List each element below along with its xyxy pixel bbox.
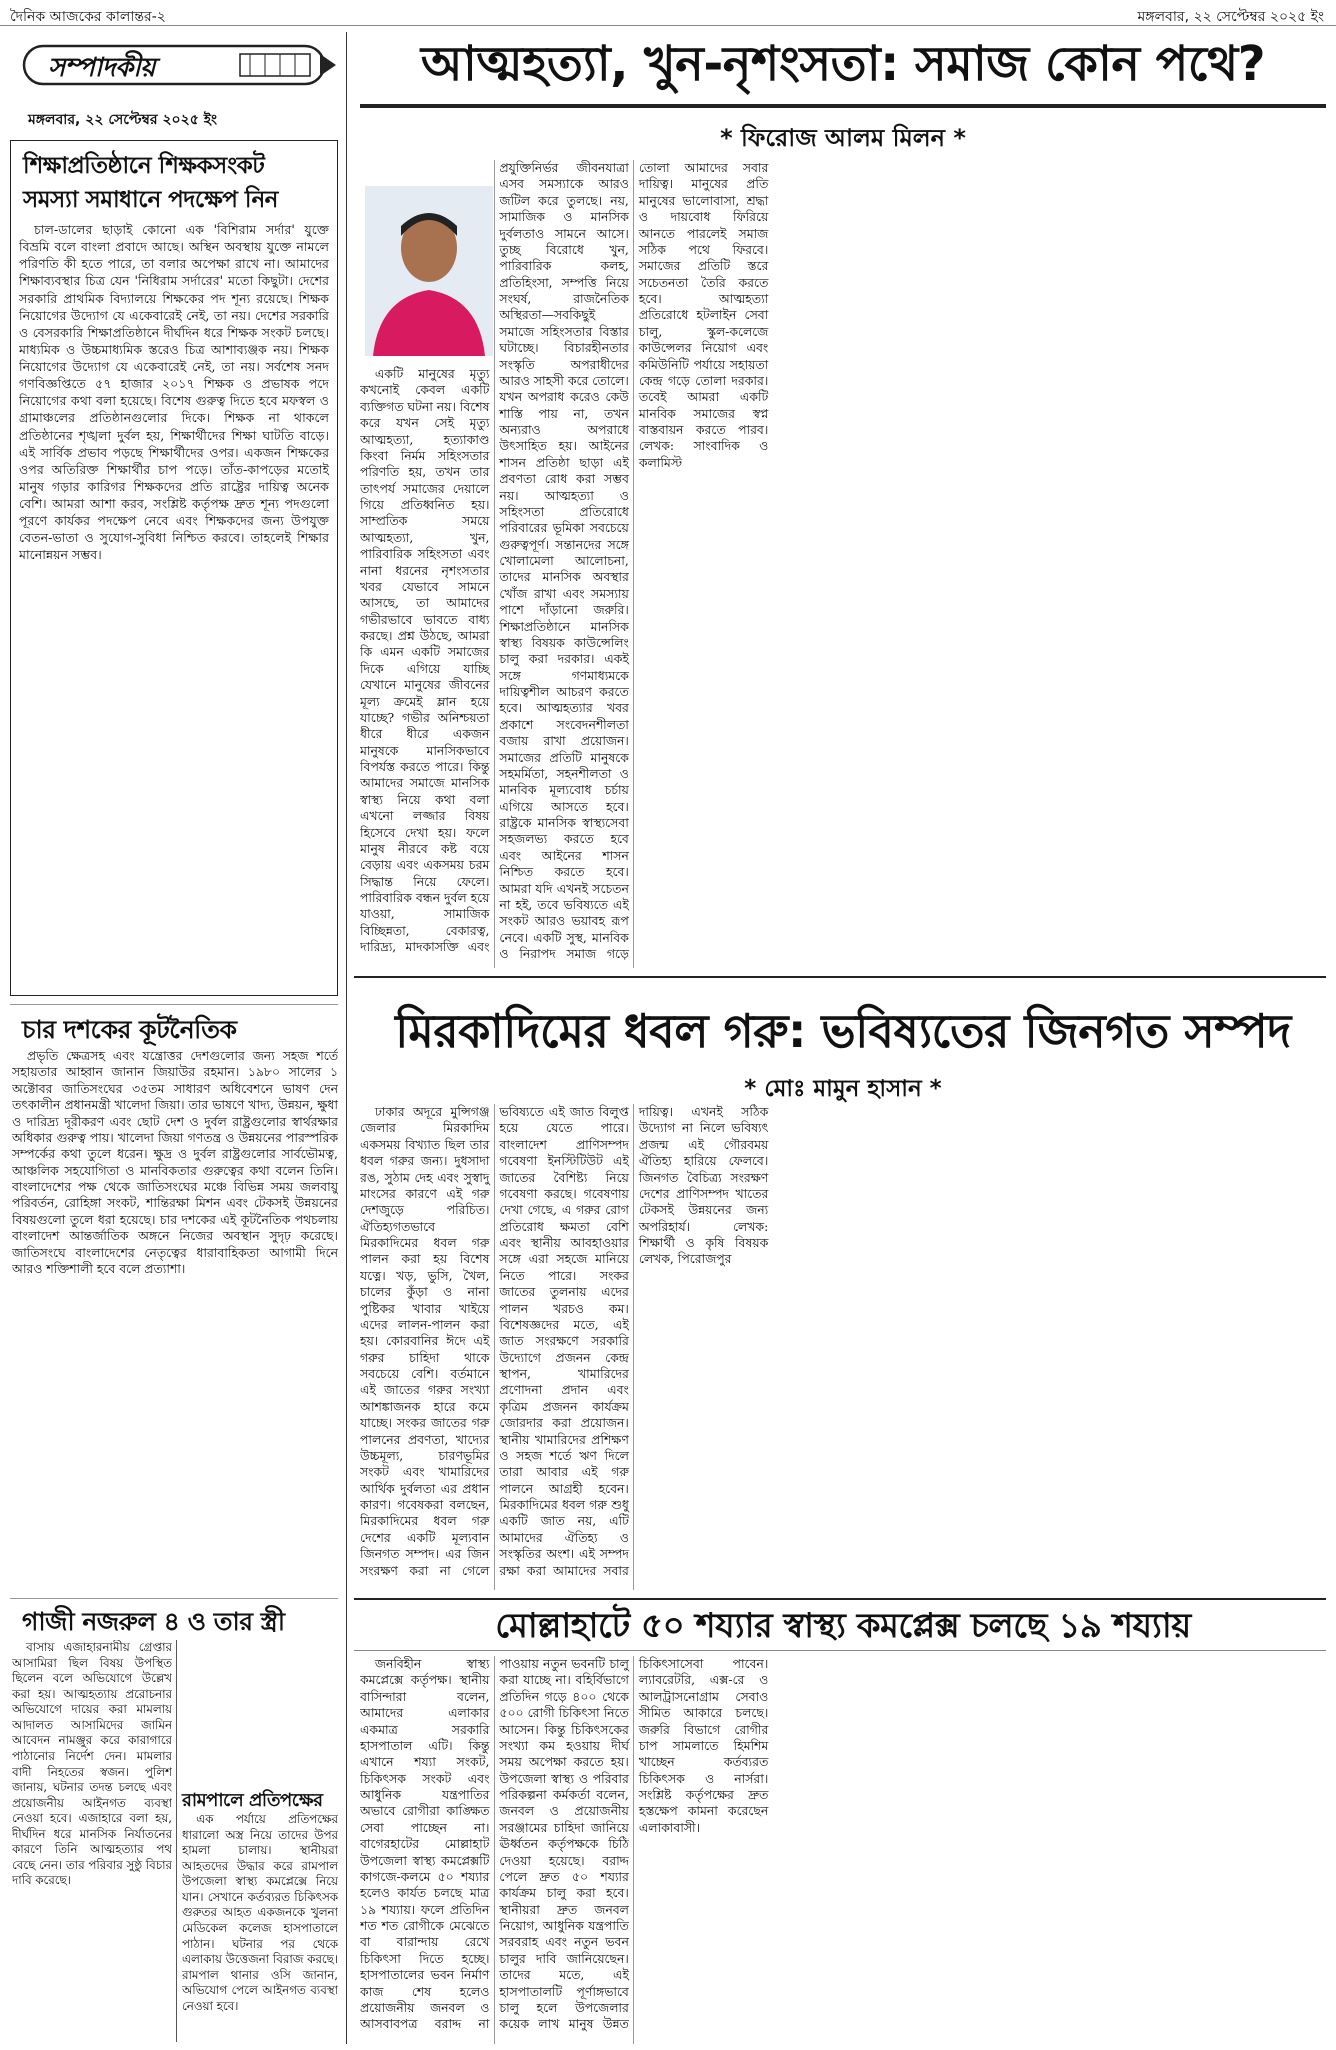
diplomacy-body	[12, 1048, 338, 1592]
article2-title: মিরকাদিমের ধবল গরু: ভবিষ্যতের জিনগত সম্পদ	[395, 1004, 1291, 1058]
gazi-text: বাসায় এজাহারনামীয় গ্রেপ্তার আসামিরা ছিল বিষয় উপস্থিত ছিলেন বলে অভিযোগে উল্লেখ করা হয়। আত্মহত্যায় প্ররোচনার অভিযোগে দায়ের করা মামলায় আদালত আসামিদের জামিন আবেদন নামঞ্জুর করে কারাগারে পাঠানোর নির্দেশ দেন। মামলার বাদী নিহতের স্বজন। পুলিশ জানায়, ঘটনার তদন্ত চলছে এবং প্রয়োজনীয় আইনগত ব্যবস্থা নেওয়া হবে। এজাহারে বলা হয়, দীর্ঘদিন ধরে মানসিক নির্যাতনের কারণে তিনি আত্মহত্যার পথ বেছে নেন। তার পরিবার সুষ্ঠু বিচার দাবি করেছে।	[12, 1640, 172, 1888]
rampal-text: এক পর্যায়ে প্রতিপক্ষের ধারালো অস্ত্র নিয়ে তাদের উপর হামলা চালায়। স্থানীয়রা আহতদের উদ্ধার করে রামপাল উপজেলা স্বাস্থ্য কমপ্লেক্সে নিয়ে যান। সেখানে কর্তব্যরত চিকিৎসক গুরুতর আহত একজনকে খুলনা মেডিকেল কলেজ হাসপাতালে পাঠান। ঘটনার পর থেকে এলাকায় উত্তেজনা বিরাজ করছে। রামপাল থানার ওসি জানান, অভিযোগ পেলে আইনগত ব্যবস্থা নেওয়া হবে।	[182, 1812, 338, 2013]
editorial-title-1: শিক্ষাপ্রতিষ্ঠানে শিক্ষকসংকট	[23, 153, 265, 179]
editorial-logo	[20, 32, 338, 98]
article3-body	[360, 1656, 1326, 2044]
diplomacy-text: প্রভৃতি ক্ষেত্রসহ এবং যন্ত্রোত্তর দেশগুলোর জন্য সহজ শর্তে সহায়তার আহ্বান জানান জিয়াউর রহমান। ১৯৮০ সালের ১ অক্টোবর জাতিসংঘের ৩৫তম সাধারণ অধিবেশনে ভাষণ দেন তৎকালীন প্রধানমন্ত্রী খালেদা জিয়া। তার ভাষণে খাদ্য, উন্নয়ন, ক্ষুধা ও দারিদ্র্য দূরীকরণ এবং ছোট দেশ ও দুর্বল রাষ্ট্রগুলোর স্বার্থরক্ষার অধিকার গুরুত্ব পায়। খালেদা জিয়া গণতন্ত্র ও উন্নয়নের পারস্পরিক সম্পর্কের কথা তুলে ধরেন। ক্ষুদ্র ও দুর্বল রাষ্ট্রগুলোর সার্বভৌমত্ব, আঞ্চলিক সহযোগিতা ও মানবিকতার গুরুত্বের কথা বলেন তিনি। বাংলাদেশের পক্ষ থেকে জাতিসংঘের মঞ্চে বিভিন্ন সময় জলবায়ু পরিবর্তন, রোহিঙ্গা সংকট, শান্তিরক্ষা মিশন এবং টেকসই উন্নয়নের বিষয়গুলো তুলে ধরা হয়েছে। চার দশকের এই কূটনৈতিক পথচলায় বাংলাদেশ আন্তর্জাতিক অঙ্গনে নিজের অবস্থান সুদৃঢ় করেছে। জাতিসংঘে বাংলাদেশের নেতৃত্বের ধারাবাহিকতা আগামী দিনে আরও শক্তিশালী হবে বলে প্রত্যাশা।	[12, 1048, 338, 1276]
newspaper-name: দৈনিক আজকের কালান্তর-২	[10, 9, 166, 25]
editorial-body	[19, 221, 329, 989]
masthead-date: মঙ্গলবার, ২২ সেপ্টেম্বর ২০২৫ ইং	[28, 112, 218, 128]
article3-title: মোল্লাহাটে ৫০ শয্যার স্বাস্থ্য কমপ্লেক্স চলছে ১৯ শয্যায়	[495, 1606, 1191, 1646]
article2-text: ঢাকার অদূরে মুন্সিগঞ্জ জেলার মিরকাদিম একসময় বিখ্যাত ছিল তার ধবল গরুর জন্য। দুধসাদা রঙ, সুঠাম দেহ এবং সুস্বাদু মাংসের কারণে এই গরু দেশজুড়ে পরিচিত। ঐতিহ্যগতভাবে মিরকাদিমের ধবল গরু পালন করা হয় বিশেষ যত্নে। খড়, ভুসি, খৈল, চালের কুঁড়া ও নানা পুষ্টিকর খাবার খাইয়ে এদের লালন-পালন করা হয়। কোরবানির ঈদে এই গরুর চাহিদা থাকে সবচেয়ে বেশি। বর্তমানে এই জাতের গরুর সংখ্যা আশঙ্কাজনক হারে কমে যাচ্ছে। সংকর জাতের গরু পালনের প্রবণতা, খাদ্যের উচ্চমূল্য, চারণভূমির সংকট এবং খামারিদের আর্থিক দুর্বলতা এর প্রধান কারণ। গবেষকরা বলছেন, মিরকাদিমের ধবল গরু দেশের একটি মূল্যবান জিনগত সম্পদ। এর জিন সংরক্ষণ করা না গেলে ভবিষ্যতে এই জাত বিলুপ্ত হয়ে যেতে পারে। বাংলাদেশ প্রাণিসম্পদ গবেষণা ইনস্টিটিউট এই জাতের বৈশিষ্ট্য নিয়ে গবেষণা করছে। গবেষণায় দেখা গেছে, এ গরুর রোগ প্রতিরোধ ক্ষমতা বেশি এবং স্থানীয় আবহাওয়ার সঙ্গে এরা সহজে মানিয়ে নিতে পারে। সংকর জাতের তুলনায় এদের পালন খরচও কম। বিশেষজ্ঞদের মতে, এই জাত সংরক্ষণে সরকারি উদ্যোগে প্রজনন কেন্দ্র স্থাপন, খামারিদের প্রণোদনা প্রদান এবং কৃত্রিম প্রজনন কার্যক্রম জোরদার করা প্রয়োজন। স্থানীয় খামারিদের প্রশিক্ষণ ও সহজ শর্তে ঋণ দিলে তারা আবার এই গরু পালনে আগ্রহী হবেন। মিরকাদিমের ধবল গরু শুধু একটি জাত নয়, এটি আমাদের ঐতিহ্য ও সংস্কৃতির অংশ। এই সম্পদ রক্ষা করা আমাদের সবার দায়িত্ব। এখনই সঠিক উদ্যোগ না নিলে ভবিষ্যৎ প্রজন্ম এই গৌরবময় ঐতিহ্য হারিয়ে ফেলবে। জিনগত বৈচিত্র্য সংরক্ষণ দেশের প্রাণিসম্পদ খাতের টেকসই উন্নয়নের জন্য অপরিহার্য। লেখক: শিক্ষার্থী ও কৃষি বিষয়ক লেখক, পিরোজপুর	[360, 1104, 769, 1578]
page-header	[0, 0, 1336, 26]
article1-body	[360, 160, 1326, 968]
article1-text: একটি মানুষের মৃত্যু কখনোই কেবল একটি ব্যক্তিগত ঘটনা নয়। বিশেষ করে যখন সেই মৃত্যু আত্মহত্যা, হত্যাকাণ্ড কিংবা নির্মম সহিংসতার পরিণতি হয়, তখন তার তাৎপর্য সমাজের দেয়ালে গিয়ে প্রতিধ্বনিত হয়। সাম্প্রতিক সময়ে আত্মহত্যা, খুন, পারিবারিক সহিংসতা এবং নানা ধরনের নৃশংসতার খবর যেভাবে সামনে আসছে, তা আমাদের গভীরভাবে ভাবতে বাধ্য করছে। প্রশ্ন উঠছে, আমরা কি এমন একটি সমাজের দিকে এগিয়ে যাচ্ছি যেখানে মানুষের জীবনের মূল্য ক্রমেই ম্লান হয়ে যাচ্ছে? গভীর অনিশ্চয়তা ধীরে ধীরে একজন মানুষকে মানসিকভাবে বিপর্যস্ত করতে পারে। কিন্তু আমাদের সমাজে মানসিক স্বাস্থ্য নিয়ে কথা বলা এখনো লজ্জার বিষয় হিসেবে দেখা হয়। ফলে মানুষ নীরবে কষ্ট বয়ে বেড়ায় এবং একসময় চরম সিদ্ধান্ত নিয়ে ফেলে। পারিবারিক বন্ধন দুর্বল হয়ে যাওয়া, সামাজিক বিচ্ছিন্নতা, বেকারত্ব, দারিদ্র্য, মাদকাসক্তি এবং প্রযুক্তিনির্ভর জীবনযাত্রা এসব সমস্যাকে আরও জটিল করে তুলছে। নয়, সামাজিক ও মানসিক দুর্বলতাও সামনে আসে। তুচ্ছ বিরোধে খুন, পারিবারিক কলহ, প্রতিহিংসা, সম্পত্তি নিয়ে সংঘর্ষ, রাজনৈতিক অস্থিরতা—সবকিছুই সমাজে সহিংসতার বিস্তার ঘটাচ্ছে। বিচারহীনতার সংস্কৃতি অপরাধীদের আরও সাহসী করে তোলে। যখন অপরাধ করেও কেউ শাস্তি পায় না, তখন অন্যরাও অপরাধে উৎসাহিত হয়। আইনের শাসন প্রতিষ্ঠা ছাড়া এই প্রবণতা রোধ করা সম্ভব নয়। আত্মহত্যা ও সহিংসতা প্রতিরোধে পরিবারের ভূমিকা সবচেয়ে গুরুত্বপূর্ণ। সন্তানদের সঙ্গে খোলামেলা আলোচনা, তাদের মানসিক অবস্থার খোঁজ রাখা এবং সমস্যায় পাশে দাঁড়ানো জরুরি। শিক্ষাপ্রতিষ্ঠানে মানসিক স্বাস্থ্য বিষয়ক কাউন্সেলিং চালু করা দরকার। একই সঙ্গে গণমাধ্যমকে দায়িত্বশীল আচরণ করতে হবে। আত্মহত্যার খবর প্রকাশে সংবেদনশীলতা বজায় রাখা প্রয়োজন। সমাজের প্রতিটি মানুষকে সহমর্মিতা, সহনশীলতা ও মানবিক মূল্যবোধ চর্চায় এগিয়ে আসতে হবে। রাষ্ট্রকে মানসিক স্বাস্থ্যসেবা সহজলভ্য করতে হবে এবং আইনের শাসন নিশ্চিত করতে হবে। আমরা যদি এখনই সচেতন না হই, তবে ভবিষ্যতে এই সংকট আরও ভয়াবহ রূপ নেবে। একটি সুস্থ, মানবিক ও নিরাপদ সমাজ গড়ে তোলা আমাদের সবার দায়িত্ব। মানুষের প্রতি মানুষের ভালোবাসা, শ্রদ্ধা ও দায়বোধ ফিরিয়ে আনতে পারলেই সমাজ সঠিক পথে ফিরবে। সমাজের প্রতিটি স্তরে সচেতনতা তৈরি করতে হবে। আত্মহত্যা প্রতিরোধে হটলাইন সেবা চালু, স্কুল-কলেজে কাউন্সেলর নিয়োগ এবং কমিউনিটি পর্যায়ে সহায়তা কেন্দ্র গড়ে তোলা দরকার। তবেই আমরা একটি মানবিক সমাজের স্বপ্ন বাস্তবায়ন করতে পারব। লেখক: সাংবাদিক ও কলামিস্ট	[360, 160, 769, 961]
article1-author: * ফিরোজ আলম মিলন *	[720, 124, 966, 152]
editorial-box	[10, 140, 338, 996]
logo-text: সম্পাদকীয়	[48, 53, 155, 83]
gazi-title: গাজী নজরুল ৪ ও তার স্ত্রী	[22, 1607, 285, 1636]
article1-title: আত্মহত্যা, খুন-নৃশংসতা: সমাজ কোন পথে?	[420, 36, 1266, 92]
diplomacy-title: চার দশকের কূটনৈতিক	[22, 1015, 237, 1044]
rampal-title: রামপালে প্রতিপক্ষের	[182, 1790, 323, 1811]
editorial-title-2: সমস্যা সমাধানে পদক্ষেপ নিন	[23, 187, 278, 213]
rampal-body	[182, 1812, 338, 2042]
header-date: মঙ্গলবার, ২২ সেপ্টেম্বর ২০২৫ ইং	[1137, 9, 1324, 25]
editorial-text: চাল-ডালের ছাড়াই কোনো এক 'বিশিরাম সর্দার' যুক্তে বিভ্রমি বলে বাংলা প্রবাদে আছে। অস্থিন অবস্থায় যুক্তে নামলে পরিণতি কী হতে পারে, তা বলার অপেক্ষা রাখে না। আমাদের শিক্ষাব্যবস্থার চিত্র যেন 'নিধিরাম সর্দারের' মতো কিছুটা। দেশের সরকারি প্রাথমিক বিদ্যালয়ে শিক্ষকের পদ শূন্য রয়েছে। শিক্ষক নিয়োগের উদ্যোগ যে একেবারেই নেই, তা নয়। দেশের সরকারি ও বেসরকারি শিক্ষাপ্রতিষ্ঠানে দীর্ঘদিন ধরে শিক্ষক সংকট চলছে। মাধ্যমিক ও উচ্চমাধ্যমিক স্তরেও চিত্র আশাব্যঞ্জক নয়। শিক্ষক নিয়োগের উদ্যোগ যে একেবারেই নেই, তা নয়। সর্বশেষ সনদ গণবিজ্ঞপ্তিতে ৫৭ হাজার ২০১৭ শিক্ষক ও প্রভাষক পদে নিয়োগের কথা বলা হয়েছে। বিশেষ গুরুত্ব দিতে হবে মফস্বল ও গ্রামাঞ্চলের প্রতিষ্ঠানগুলোর দিকে। শিক্ষক না থাকলে প্রতিষ্ঠানের শৃঙ্খলা দুর্বল হয়, শিক্ষার্থীদের শিক্ষা ঘাটতি বাড়ে। এই সার্বিক প্রভাব পড়ছে শিক্ষার্থীদের ওপর। একজন শিক্ষকের ওপর অতিরিক্ত শিক্ষার্থীর চাপ পড়ে। তাঁত-কাপড়ের মতোই মানুষ গড়ার কারিগর শিক্ষকদের প্রতি রাষ্ট্রের দায়িত্ব অনেক বেশি। আমরা আশা করব, সংশ্লিষ্ট কর্তৃপক্ষ দ্রুত শূন্য পদগুলো পূরণে কার্যকর পদক্ষেপ নেবে এবং শিক্ষকদের জন্য উপযুক্ত বেতন-ভাতা ও সুযোগ-সুবিধা নিশ্চিত করবে। তাহলেই শিক্ষার মানোন্নয়ন সম্ভব।	[19, 222, 329, 563]
article3-text: জনবিহীন স্বাস্থ্য কমপ্লেক্সে কর্তৃপক্ষ। স্থানীয় বাসিন্দারা বলেন, আমাদের এলাকার একমাত্র সরকারি হাসপাতাল এটি। কিন্তু এখানে শয্যা সংকট, চিকিৎসক সংকট এবং আধুনিক যন্ত্রপাতির অভাবে রোগীরা কাঙ্ক্ষিত সেবা পাচ্ছেন না। বাগেরহাটের মোল্লাহাট উপজেলা স্বাস্থ্য কমপ্লেক্সটি কাগজে-কলমে ৫০ শয্যার হলেও কার্যত চলছে মাত্র ১৯ শয্যায়। ফলে প্রতিদিন শত শত রোগীকে মেঝেতে বা বারান্দায় রেখে চিকিৎসা দিতে হচ্ছে। হাসপাতালের ভবন নির্মাণ কাজ শেষ হলেও প্রয়োজনীয় জনবল ও আসবাবপত্র বরাদ্দ না পাওয়ায় নতুন ভবনটি চালু করা যাচ্ছে না। বহির্বিভাগে প্রতিদিন গড়ে ৪০০ থেকে ৫০০ রোগী চিকিৎসা নিতে আসেন। কিন্তু চিকিৎসকের সংখ্যা কম হওয়ায় দীর্ঘ সময় অপেক্ষা করতে হয়। উপজেলা স্বাস্থ্য ও পরিবার পরিকল্পনা কর্মকর্তা বলেন, জনবল ও প্রয়োজনীয় সরঞ্জামের চাহিদা জানিয়ে ঊর্ধ্বতন কর্তৃপক্ষকে চিঠি দেওয়া হয়েছে। বরাদ্দ পেলে দ্রুত ৫০ শয্যার কার্যক্রম চালু করা হবে। স্থানীয়রা দ্রুত জনবল নিয়োগ, আধুনিক যন্ত্রপাতি সরবরাহ এবং নতুন ভবন চালুর দাবি জানিয়েছেন। তাদের মতে, এই হাসপাতালটি পূর্ণাঙ্গভাবে চালু হলে উপজেলার কয়েক লাখ মানুষ উন্নত চিকিৎসাসেবা পাবেন। ল্যাবরেটরি, এক্স-রে ও আলট্রাসনোগ্রাম সেবাও সীমিত আকারে চলছে। জরুরি বিভাগে রোগীর চাপ সামলাতে হিমশিম খাচ্ছেন কর্তব্যরত চিকিৎসক ও নার্সরা। সংশ্লিষ্ট কর্তৃপক্ষের দ্রুত হস্তক্ষেপ কামনা করেছেন এলাকাবাসী।	[360, 1656, 769, 2032]
article2-body	[360, 1104, 1326, 1590]
gazi-body	[12, 1640, 172, 2042]
photo-spacer	[360, 160, 489, 366]
article2-author: * মোঃ মামুন হাসান *	[744, 1076, 942, 1102]
